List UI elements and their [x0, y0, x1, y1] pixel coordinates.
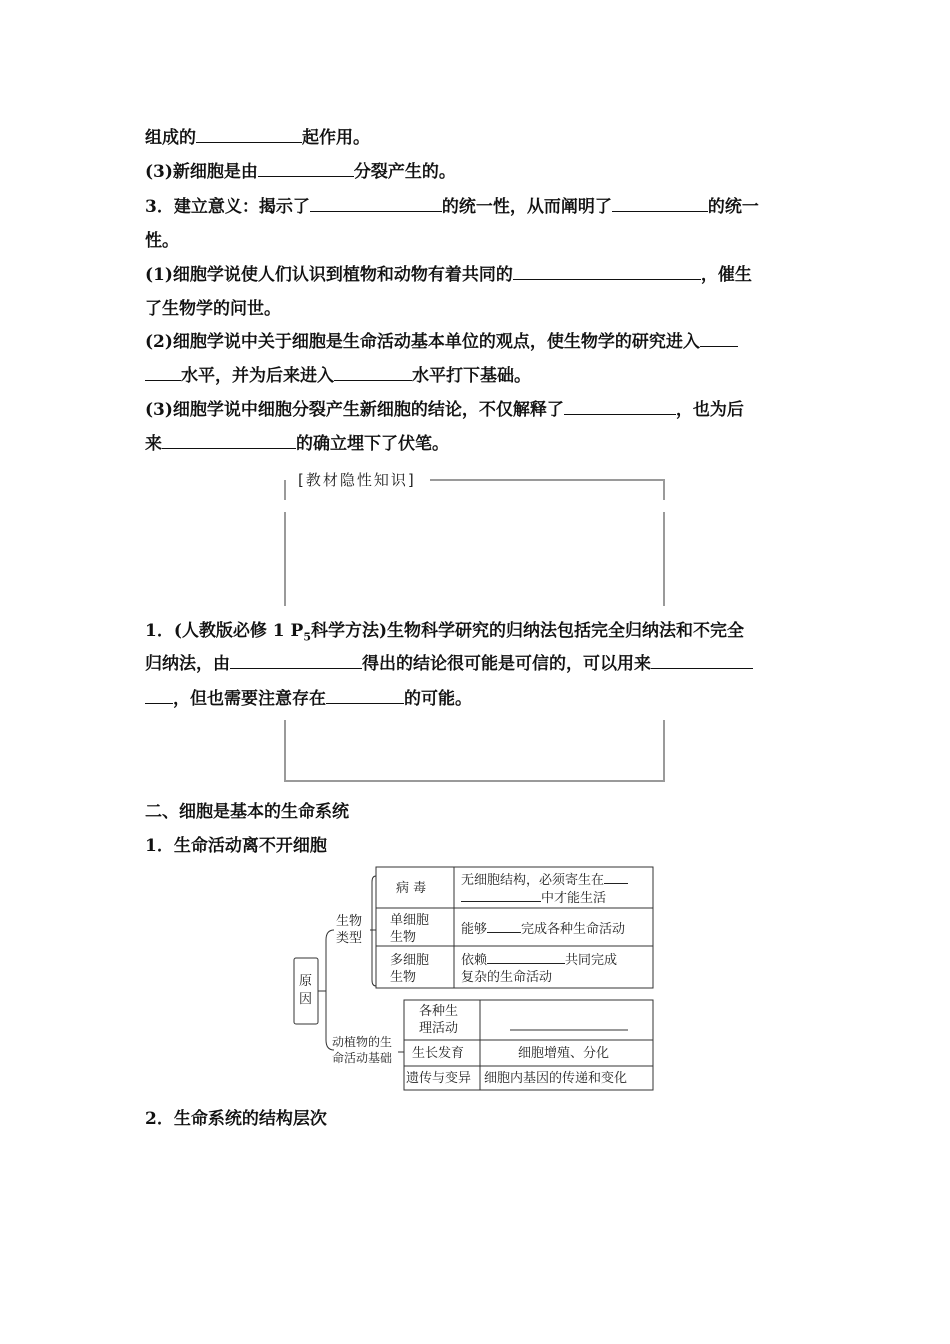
row-unicellular-name: 单细胞 生物	[390, 913, 430, 945]
fill-blank[interactable]	[145, 365, 181, 381]
hidden-q-line-2: 归纳法，由 得出的结论很可能是可信的，可以用来	[145, 653, 753, 675]
fill-blank[interactable]	[326, 688, 404, 704]
fill-blank[interactable]	[145, 688, 173, 704]
fill-blank[interactable]	[334, 365, 412, 381]
subheading-1: 1．生命活动离不开细胞	[145, 836, 327, 856]
fill-blank[interactable]	[487, 951, 565, 964]
row-virus-desc: 无细胞结构，必须寄生在 中才能生活	[461, 871, 628, 907]
branch-base-label: 动植物的生 命活动基础	[332, 1035, 393, 1065]
fill-blank[interactable]	[487, 920, 521, 933]
row-virus-name: 病 毒	[396, 881, 427, 896]
subheading-2: 2．生命系统的结构层次	[145, 1109, 327, 1129]
text-line-6: 了生物学的问世。	[145, 299, 281, 319]
row-multicellular-desc: 依赖 共同完成 复杂的生命活动	[461, 953, 618, 985]
text-line-1: 组成的 起作用。	[145, 128, 370, 148]
text-line-3: 3．建立意义：揭示了 的统一性，从而阐明了 的统一	[145, 197, 759, 217]
text-line-5: (1)细胞学说使人们认识到植物和动物有着共同的 ，催生	[145, 265, 752, 285]
fill-blank[interactable]	[513, 264, 701, 280]
fill-blank[interactable]	[564, 399, 676, 415]
fill-blank[interactable]	[230, 653, 362, 669]
hidden-q-line-1: 1．(人教版必修 1 $P_5$科学方法)生物科学研究的归纳法包括完全归纳法和不完全	[145, 621, 745, 644]
text-line-4: 性。	[145, 231, 179, 251]
row-growth-desc: 细胞增殖、分化	[518, 1046, 610, 1061]
row-heredity-name: 遗传与变异	[406, 1071, 472, 1086]
fill-blank[interactable]	[651, 653, 753, 669]
text-line-9: (3)细胞学说中细胞分裂产生新细胞的结论，不仅解释了 ，也为后	[145, 400, 744, 420]
fill-blank[interactable]	[258, 161, 354, 177]
row-unicellular-desc: 能够 完成各种生命活动	[461, 922, 626, 937]
row-growth-name: 生长发育	[412, 1046, 465, 1061]
hidden-knowledge-label: [教材隐性知识]	[298, 471, 416, 489]
root-label: 原因	[299, 974, 313, 1007]
branch-types-label: 生物 类型	[336, 914, 363, 946]
row-heredity-desc: 细胞内基因的传递和变化	[484, 1071, 628, 1086]
fill-blank[interactable]	[310, 196, 442, 212]
row-physiology-name: 各种生 理活动	[419, 1004, 459, 1036]
fill-blank[interactable]	[700, 331, 738, 347]
fill-blank[interactable]	[612, 196, 708, 212]
text-line-7: (2)细胞学说中关于细胞是生命活动基本单位的观点，使生物学的研究进入	[145, 331, 738, 353]
fill-blank[interactable]	[461, 889, 541, 902]
row-multicellular-name: 多细胞 生物	[390, 953, 430, 985]
hidden-q-line-3: ，但也需要注意存在 的可能。	[145, 688, 472, 710]
text-line-10: 来 的确立埋下了伏笔。	[145, 434, 449, 454]
section-2-title: 二、细胞是基本的生命系统	[145, 802, 349, 822]
text-line-8: 水平，并为后来进入 水平打下基础。	[145, 365, 531, 387]
fill-blank[interactable]	[604, 871, 628, 884]
fill-blank[interactable]	[162, 433, 296, 449]
text-line-2: (3)新细胞是由 分裂产生的。	[145, 162, 456, 182]
fill-blank[interactable]	[196, 127, 302, 143]
